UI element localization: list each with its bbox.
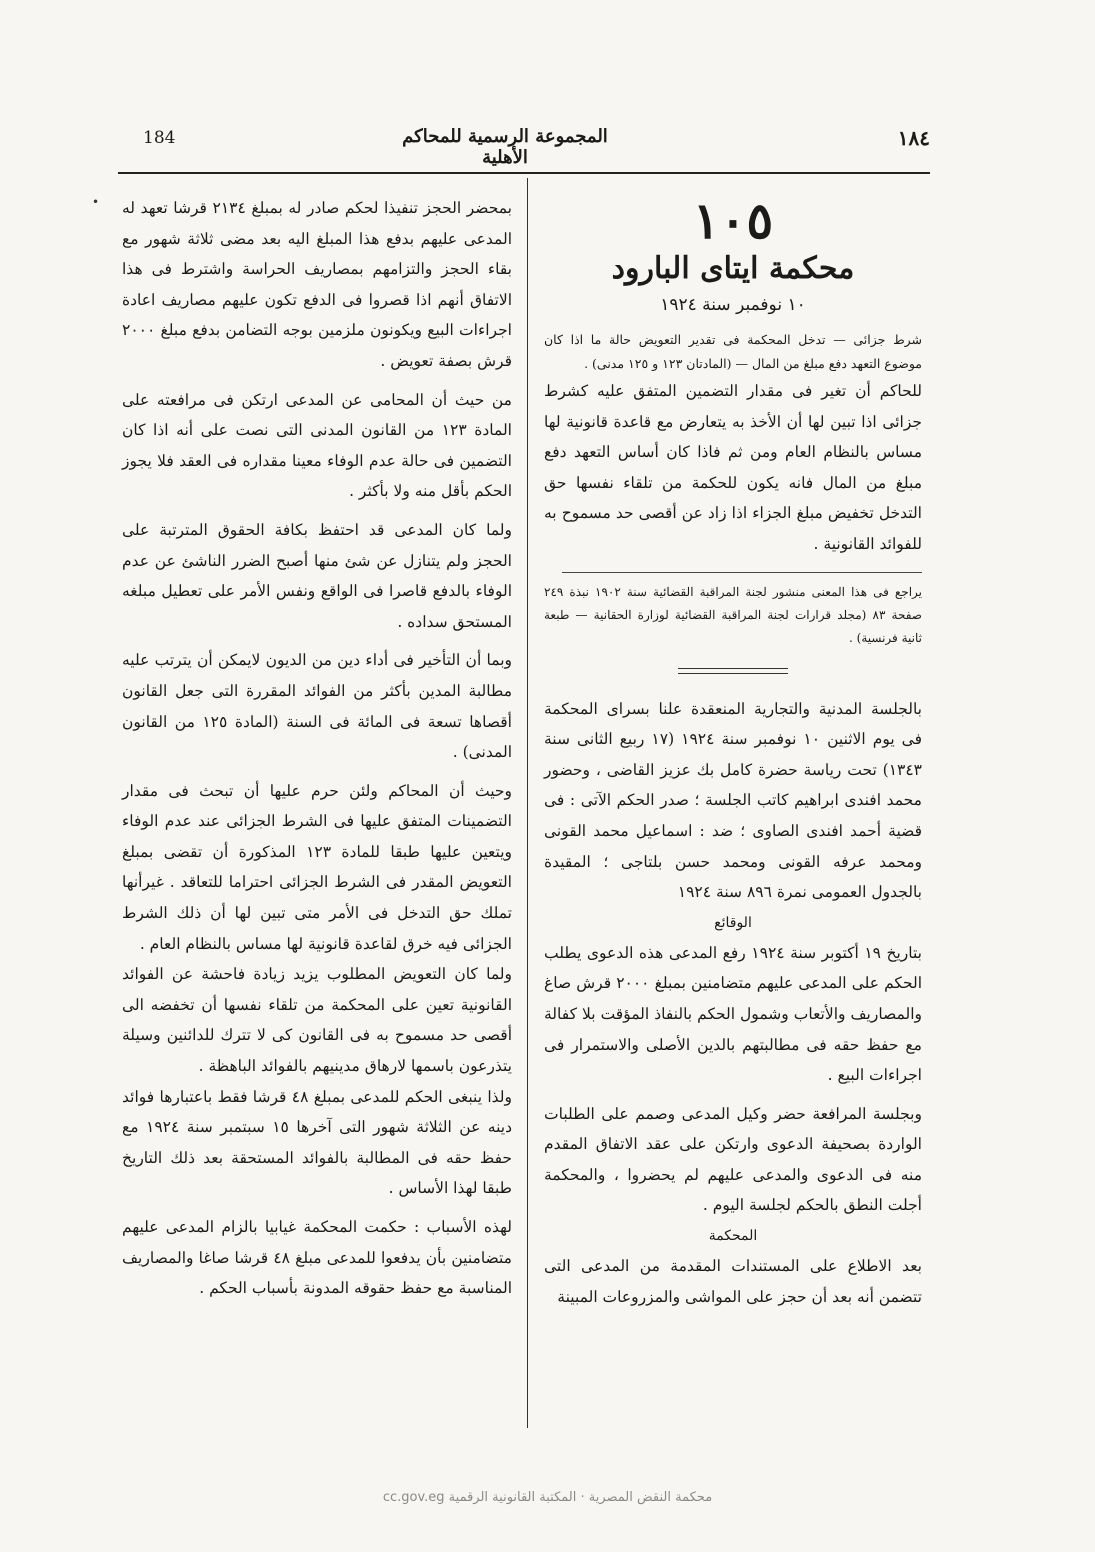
page-header xyxy=(0,118,1095,168)
left-column xyxy=(122,193,512,1304)
body-paragraph: ولما كان التعويض المطلوب يزيد زيادة فاحشة عن الفوائد القانونية تعين على المحكمة من تلقاء نفسها أن تخفضه الى أقصى حد مسموح به فى القانون كى لا تترك للدائنين وسيلة يتذرعون باسمها لارهاق مدينيهم بالفوائد الباهظة . xyxy=(122,965,512,1076)
body-paragraph: ولما كان المدعى قد احتفظ بكافة الحقوق المترتبة على الحجز ولم يتنازل عن شئ منها أصبح الضرر الناشئ عن عدم الوفاء بالدفع قاصرا فى الواقع ونفس الأمر على تعطيل مبلغه المستحق سداده . xyxy=(122,520,512,631)
facts-paragraph: وبجلسة المرافعة حضر وكيل المدعى وصمم على الطلبات الواردة بصحيفة الدعوى وارتكن على عقد الاتفاق المقدم منه فى الدعوى والمدعى عليهم لم يحضروا ، والمحكمة أجلت النطق بالحكم لجلسة اليوم . xyxy=(544,1104,922,1215)
body-paragraph: ولذا ينبغى الحكم للمدعى بمبلغ ٤٨ قرشا فقط باعتبارها فوائد دينه عن الثلاثة شهور التى آخرها ١٥ سبتمبر سنة ١٩٢٤ مع حفظ حقه فى المطالبة بالفوائد المستحقة بعد ذلك التاريخ طبقا لهذا الأساس . xyxy=(122,1087,513,1198)
right-column xyxy=(544,190,922,1312)
judgment-paragraph: لهذه الأسباب : حكمت المحكمة غيابيا بالزام المدعى عليهم متضامنين بأن يدفعوا للمدعى مبلغ ٤٨ قرشا صاغا والمصاريف المناسبة مع حفظ حقوقه المدونة بأسباب الحكم . xyxy=(122,1218,512,1298)
session-paragraph: بالجلسة المدنية والتجارية المنعقدة علنا بسراى المحكمة فى يوم الاثنين ١٠ نوفمبر سنة ١٩٢٤ (١٧ ربيع الثانى سنة ١٣٤٣) تحت رياسة حضرة كامل بك عزيز القاضى ، وحضور محمد افندى ابراهيم كاتب الجلسة ؛ صدر الحكم الآتى : فى قضية أحمد افندى الصاوى ؛ ضد : اسماعيل محمد القونى ومحمد عرفه القونى ومحمد حسن بلتاجى ؛ المقيدة بالجدول العمومى نمرة ٨٩٦ سنة ١٩٢٤ xyxy=(544,699,922,902)
footnote-rule xyxy=(562,572,922,573)
watermark: محكمة النقض المصرية · المكتبة القانونية الرقمية cc.gov.eg xyxy=(382,1490,713,1505)
body-paragraph: من حيث أن المحامى عن المدعى ارتكن فى مرافعته على المادة ١٢٣ من القانون المدنى التى نصت على أنه اذا كان التضمين فى حالة عدم الوفاء معينا مقداره فى العقد فلا يجوز الحكم بأقل منه ولا بأكثر . xyxy=(122,390,512,501)
case-summary: شرط جزائى — تدخل المحكمة فى تقدير التعويض حالة ما اذا كان موضوع التعهد دفع مبلغ من المال — (المادتان ١٢٣ و ١٢٥ مدنى) . xyxy=(544,332,922,371)
page-number-latin: 184 xyxy=(143,128,176,148)
case-holding: للحاكم أن تغير فى مقدار التضمين المتفق عليه كشرط جزائى اذا تبين لها أن الأخذ به يتعارض مع قاعدة قانونية لها مساس بالنظام العام ومن ثم فاذا كان أساس التعهد دفع مبلغ من المال فانه يكون للحكمة من تلقاء نفسها حق التدخل تخفيض مبلغ الجزاء اذا زاد عن أقصى حد مسموح به للفوائد القانونية . xyxy=(544,382,922,553)
case-date: ١٠ نوفمبر سنة ١٩٢٤ xyxy=(660,295,806,315)
journal-title: المجموعة الرسمية للمحاكم الأهلية xyxy=(402,126,608,168)
column-divider xyxy=(527,178,528,1428)
body-paragraph: وحيث أن المحاكم ولئن حرم عليها أن تبحث فى مقدار التضمينات المتفق عليها فى الشرط الجزائى عند عدم الوفاء ويتعين عليها طبقا للمادة ١٢٣ المذكورة أن تقضى بمبلغ التعويض المقدر فى الشرط الجزائى احتراما للتعاقد . غيرأنها تملك حق التدخل فى الأمر متى تبين لها أن ذلك الشرط الجزائى فيه خرق لقاعدة قانونية لها مساس بالنظام العام . xyxy=(122,781,512,953)
facts-paragraph: بتاريخ ١٩ أكتوبر سنة ١٩٢٤ رفع المدعى هذه الدعوى يطلب الحكم على المدعى عليهم متضامنين بمبلغ ٢٠٠٠ قرش صاغ والمصاريف والأتعاب وشمول الحكم بالنفاذ المؤقت بلا كفالة مع حفظ حقه فى مطالبتهم بالدين الأصلى والاستمرار فى اجراءات البيع . xyxy=(544,943,923,1085)
body-paragraph: وبما أن التأخير فى أداء دين من الديون لايمكن أن يترتب عليه مطالبة المدين بأكثر من الفوائد المقررة التى جعل القانون أقصاها تسعة فى المائة فى السنة (المادة ١٢٥ من القانون المدنى) . xyxy=(122,651,512,762)
header-rule xyxy=(118,172,930,174)
margin-dot: • xyxy=(92,195,100,209)
case-number: ١٠٥ xyxy=(692,191,774,250)
page-number-arabic: ١٨٤ xyxy=(897,126,930,150)
court-heading: المحكمة xyxy=(708,1228,758,1245)
footnote: يراجع فى هذا المعنى منشور لجنة المراقبة القضائية سنة ١٩٠٢ نبذة ٢٤٩ صفحة ٨٣ (مجلد قرارات لجنة المراقبة القضائية لوزارة الحقانية — طبعة ثانية فرنسية) . xyxy=(544,584,922,645)
court-name: محكمة ايتاى البارود xyxy=(611,251,855,286)
body-paragraph: بمحضر الحجز تنفيذا لحكم صادر له بمبلغ ٢١٣٤ قرشا تعهد له المدعى عليهم بدفع هذا المبلغ اليه بعد مضى ثلاثة شهور مع بقاء الحجز والتزامهم بمصاريف الحراسة واشترط فى هذا الاتفاق أنهم اذا قصروا فى الدفع تكون عليهم مصاريف اعادة اجراءات البيع ويكونون ملزمين بوجه التضامن بدفع مبلغ ٢٠٠٠ قرش بصفة تعويض . xyxy=(122,199,512,370)
court-paragraph: بعد الاطلاع على المستندات المقدمة من المدعى التى تتضمن أنه بعد أن حجز على المواشى والمزروعات المبينة xyxy=(544,1257,922,1306)
facts-heading: الوقائع xyxy=(714,914,752,931)
section-separator xyxy=(678,668,788,674)
